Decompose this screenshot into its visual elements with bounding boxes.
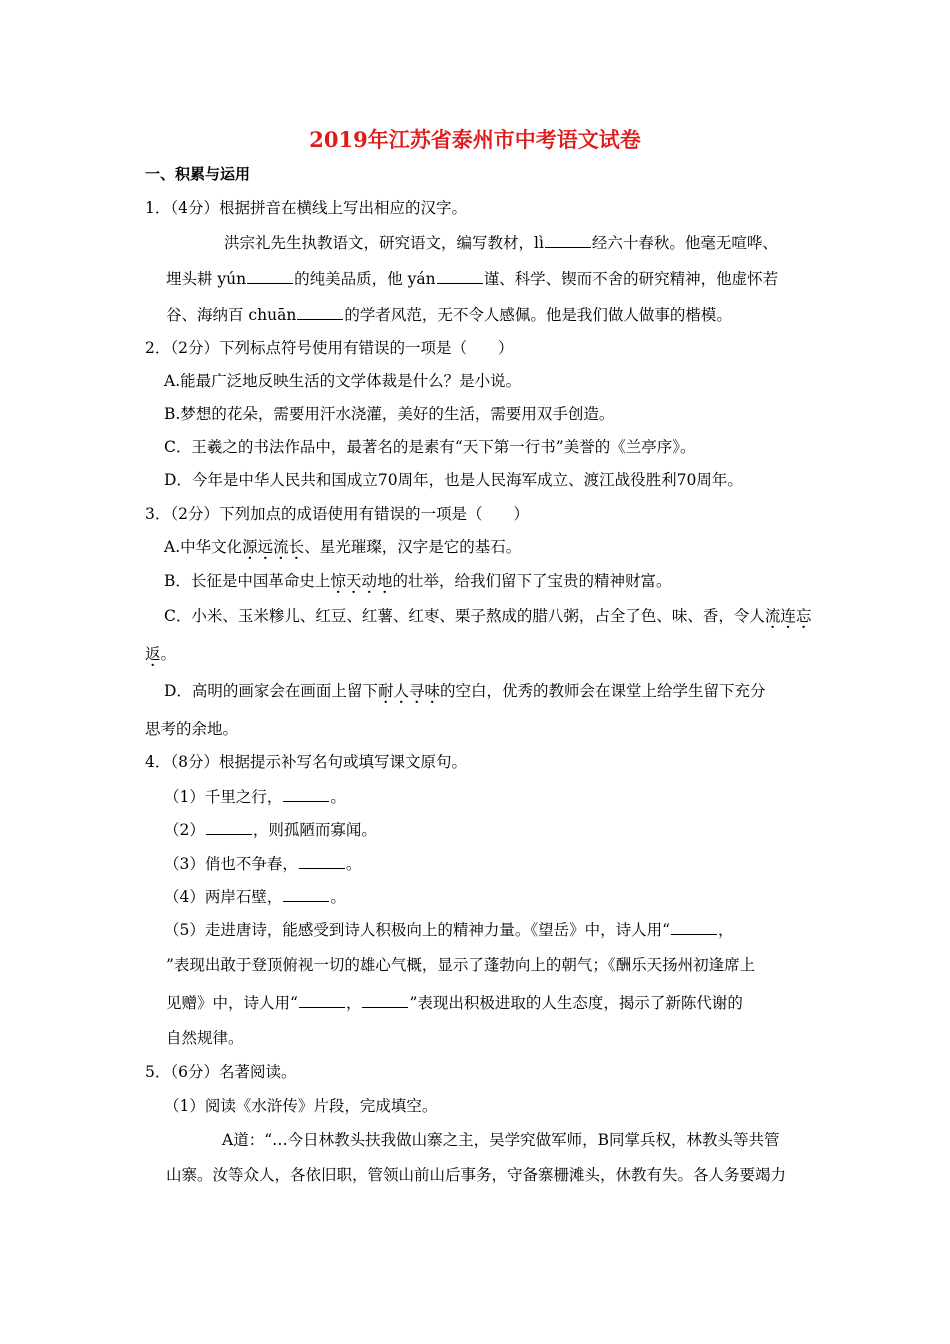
dotted-char: 人 [393,682,409,700]
answer-blank[interactable] [297,304,343,320]
q4-item-5-line4: 自然规律。 [166,1029,244,1047]
q4-item-5-line1: （5）走进唐诗，能感受到诗人积极向上的精神力量。《望岳》中，诗人用“ ， [164,921,734,939]
q5-stem: 5．（6分）名著阅读。 [145,1063,297,1081]
q3-option-a: A.中华文化源远流长、星光璀璨，汉字是它的基石。 [164,538,522,556]
answer-blank[interactable] [283,886,329,902]
q3-option-c-line1: C．小米、玉米糁儿、红豆、红薯、红枣、栗子熬成的腊八粥，占全了色、味、香，令人流连忘 [164,607,812,625]
q1-passage-line3: 谷、海纳百 chuān 的学者风范，无不令人感佩。他是我们做人做事的楷模。 [166,306,732,324]
dotted-char: 动 [361,572,377,590]
q5-sub-1: （1）阅读《水浒传》片段，完成填空。 [164,1097,438,1115]
dotted-char: 寻 [408,682,425,700]
q3-stem: 3．（2分）下列加点的成语使用有错误的一项是（ ） [145,505,529,523]
exam-title: 2019年江苏省泰州市中考语文试卷 [309,127,641,152]
dotted-char: 长 [288,538,305,556]
q2-stem: 2．（2分）下列标点符号使用有错误的一项是（ ） [145,339,514,357]
answer-blank[interactable] [247,268,293,284]
dotted-char: 远 [257,538,274,556]
q4-item-3: （3）俏也不争春， 。 [164,855,362,873]
q2-option-d: D．今年是中华人民共和国成立70周年，也是人民海军成立、渡江战役胜利70周年。 [164,471,743,489]
q3-option-d-line2: 思考的余地。 [145,720,239,738]
q2-option-a: A.能最广泛地反映生活的文学体裁是什么？是小说。 [164,372,522,390]
q1-passage-line2: 埋头耕 yún 的纯美品质，他 yán 谨、科学、锲而不舍的研究精神，他虚怀若 [166,270,779,288]
answer-blank[interactable] [206,819,252,835]
dotted-char: 味 [424,682,440,700]
dotted-char: 耐 [377,682,394,700]
dotted-char: 连 [780,607,796,625]
q2-option-c: C．王羲之的书法作品中，最著名的是素有“天下第一行书”美誉的《兰亭序》。 [164,438,696,456]
dotted-char: 源 [242,538,258,556]
answer-blank[interactable] [362,992,408,1008]
q5-passage-line1: A道：“…今日林教头扶我做山寨之主，吴学究做军师，B同掌兵权，林教头等共管 [222,1131,780,1149]
q1-stem: 1．（4分）根据拼音在横线上写出相应的汉字。 [145,199,467,217]
q5-passage-line2: 山寨。汝等众人，各依旧职，管领山前山后事务，守备寨栅滩头，休教有失。各人务要竭力 [166,1166,787,1184]
dotted-char: 惊 [330,572,346,590]
dotted-char: 返 [145,645,161,663]
q4-item-5-line3: 见赠》中，诗人用“ ， ”表现出积极进取的人生态度，揭示了新陈代谢的 [166,994,743,1012]
q3-option-c-line2: 返。 [145,645,177,663]
dotted-char: 地 [376,572,393,590]
q4-item-4: （4）两岸石壁， 。 [164,888,346,906]
dotted-char: 流 [764,607,781,625]
answer-blank[interactable] [545,232,591,248]
q4-item-1: （1）千里之行， 。 [164,788,346,806]
q4-stem: 4．（8分）根据提示补写名句或填写课文原句。 [145,753,467,771]
dotted-char: 忘 [795,607,812,625]
q2-option-b: B.梦想的花朵，需要用汗水浇灌，美好的生活，需要用双手创造。 [164,405,615,423]
q4-item-2: （2） ，则孤陋而寡闻。 [164,821,377,839]
answer-blank[interactable] [671,919,717,935]
section-heading: 一、积累与运用 [145,165,251,183]
answer-blank[interactable] [299,853,345,869]
answer-blank[interactable] [283,786,329,802]
q3-option-b: B．长征是中国革命史上惊天动地的壮举，给我们留下了宝贵的精神财富。 [164,572,672,590]
answer-blank[interactable] [299,992,345,1008]
dotted-char: 流 [273,538,289,556]
q3-option-d-line1: D．高明的画家会在画面上留下耐人寻味的空白，优秀的教师会在课堂上给学生留下充分 [164,682,766,700]
q1-passage-line1: 洪宗礼先生执教语文，研究语文，编写教材，lì 经六十春秋。他毫无喧哗、 [224,234,778,252]
answer-blank[interactable] [437,268,483,284]
q4-item-5-line2: ”表现出敢于登顶俯视一切的雄心气概，显示了蓬勃向上的朝气；《酬乐天扬州初逢席上 [166,956,756,974]
dotted-char: 天 [345,572,362,590]
